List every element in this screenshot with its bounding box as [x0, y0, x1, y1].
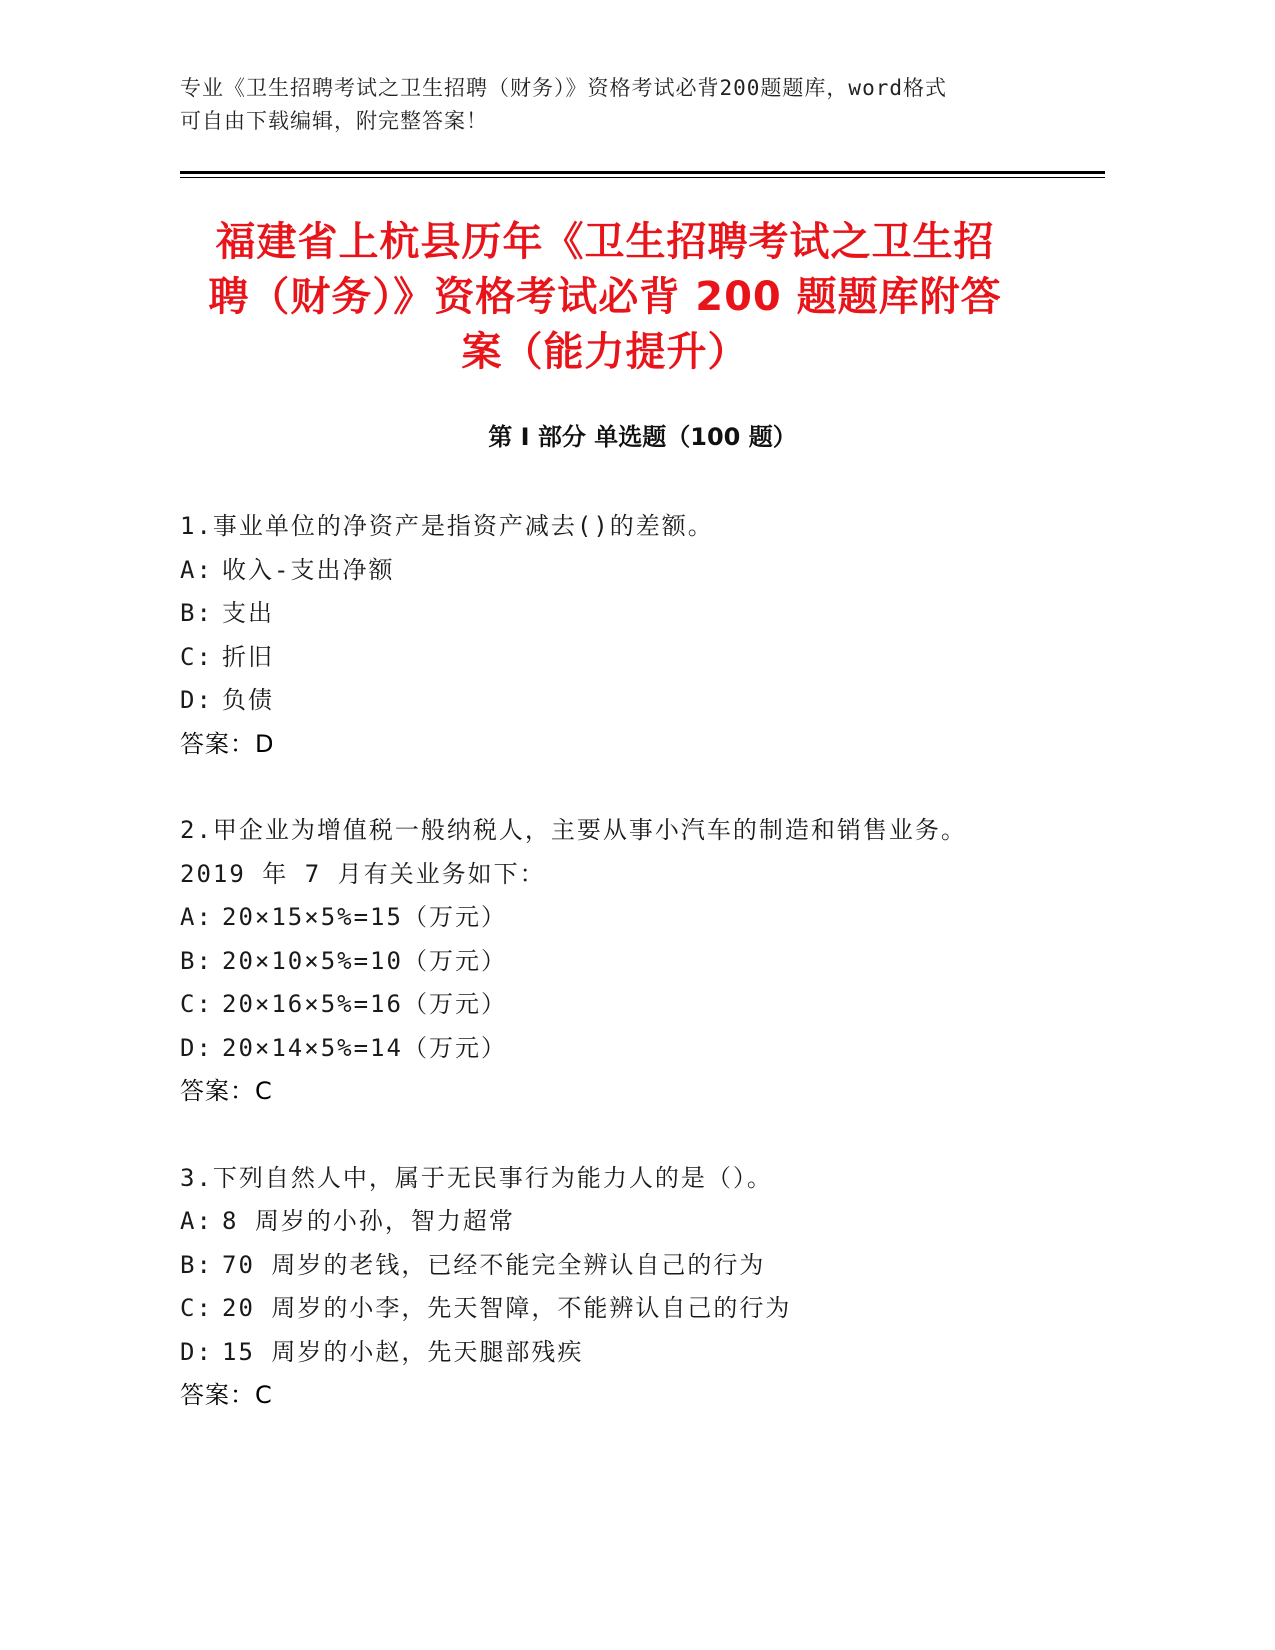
option-letter: B: [180, 1250, 213, 1279]
option-letter: C: [180, 990, 213, 1018]
option-text: 20 周岁的小李，先天智障，不能辨认自己的行为 [222, 1294, 792, 1322]
option-b [180, 1244, 1105, 1288]
option-text: 20×16×5%=16（万元） [222, 990, 507, 1018]
option-letter: C: [180, 642, 213, 671]
option-b [180, 940, 1105, 984]
option-letter: A: [180, 1207, 213, 1235]
option-a [180, 549, 1105, 593]
option-letter: D: [180, 686, 213, 714]
header-divider-thick [180, 171, 1105, 174]
header-divider-thin [180, 177, 1105, 178]
option-d [180, 1331, 1105, 1375]
question-3 [180, 1157, 1105, 1418]
question-stem: 2.甲企业为增值税一般纳税人，主要从事小汽车的制造和销售业务。 [180, 816, 967, 844]
document-title [175, 215, 1035, 380]
option-letter: D: [180, 1337, 213, 1366]
option-text: 70 周岁的老钱，已经不能完全辨认自己的行为 [222, 1250, 766, 1279]
option-text: 支出 [222, 599, 274, 627]
option-a [180, 896, 1105, 940]
answer-label: 答案：C [180, 1381, 273, 1409]
answer-label: 答案：D [180, 729, 275, 758]
option-b [180, 592, 1105, 636]
option-text: 8 周岁的小孙，智力超常 [222, 1207, 515, 1235]
question-2 [180, 809, 1105, 1114]
option-letter: B: [180, 599, 213, 627]
option-letter: B: [180, 946, 213, 975]
header-note-line-1: 专业《卫生招聘考试之卫生招聘（财务）》资格考试必背200题题库，word格式 [180, 76, 947, 100]
question-stem: 3.下列自然人中，属于无民事行为能力人的是（）。 [180, 1163, 773, 1192]
option-a [180, 1200, 1105, 1244]
option-text: 折旧 [222, 642, 274, 671]
header-note-line-2: 可自由下载编辑，附完整答案！ [180, 109, 488, 133]
option-text: 20×10×5%=10（万元） [222, 946, 507, 975]
option-text: 20×14×5%=14（万元） [222, 1033, 507, 1062]
header-note [180, 72, 1060, 138]
question-1 [180, 505, 1105, 766]
question-stem-continued: 2019 年 7 月有关业务如下： [180, 859, 546, 888]
option-text: 收入-支出净额 [222, 555, 395, 584]
question-stem: 1.事业单位的净资产是指资产减去()的差额。 [180, 512, 714, 540]
option-c [180, 636, 1105, 680]
document-title-line-1: 福建省上杭县历年《卫生招聘考试之卫生招 [215, 219, 995, 265]
option-text: 负债 [222, 686, 274, 714]
option-letter: C: [180, 1294, 213, 1322]
option-letter: A: [180, 555, 213, 584]
option-letter: A: [180, 903, 213, 931]
option-letter: D: [180, 1033, 213, 1062]
section-title: 第 I 部分 单选题（100 题） [488, 423, 797, 451]
question-list [180, 505, 1105, 1461]
option-d [180, 679, 1105, 723]
option-c [180, 1287, 1105, 1331]
option-d [180, 1027, 1105, 1071]
option-c [180, 983, 1105, 1027]
option-text: 20×15×5%=15（万元） [222, 903, 507, 931]
option-text: 15 周岁的小赵，先天腿部残疾 [222, 1337, 584, 1366]
answer-label: 答案：C [180, 1077, 273, 1105]
document-title-line-2: 聘（财务）》资格考试必背 200 题题库附答 [208, 274, 1002, 320]
document-title-line-3: 案（能力提升） [461, 329, 749, 375]
